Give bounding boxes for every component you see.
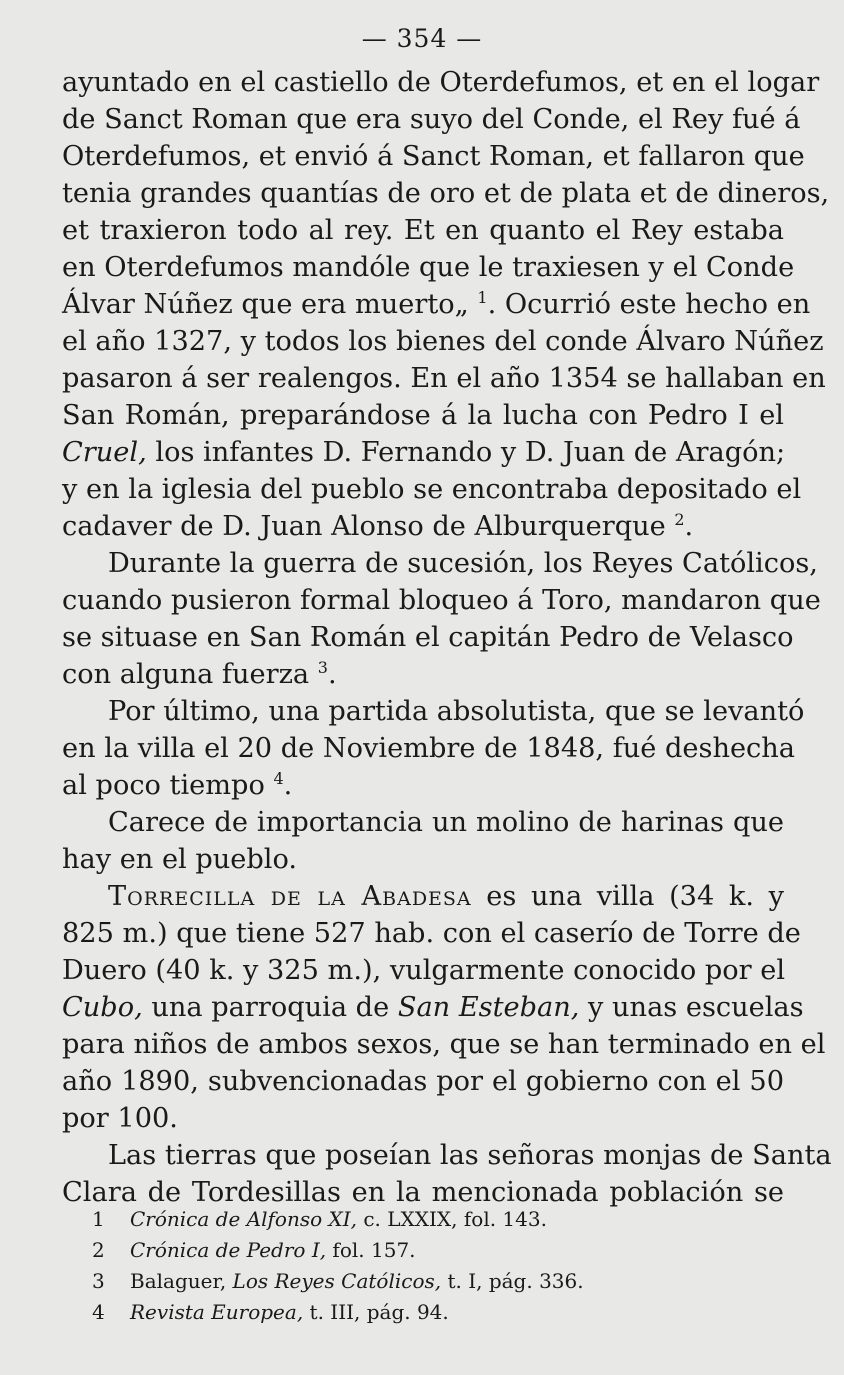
text-line: y en la iglesia del pueblo se encontraba depositado el bbox=[62, 474, 802, 505]
footnotes bbox=[92, 1204, 772, 1328]
text-line: 825 m.) que tiene 527 hab. con el caserío de Torre de bbox=[62, 918, 801, 949]
text-segment: . bbox=[283, 770, 293, 801]
text-line: de Sanct Roman que era suyo del Conde, el Rey fué á bbox=[62, 104, 801, 135]
text-line: hay en el pueblo. bbox=[62, 844, 298, 875]
text-line: por 100. bbox=[62, 1103, 178, 1134]
text-line: ayuntado en el castiello de Oterdefumos, et en el logar bbox=[62, 67, 820, 98]
text-segment: y unas escuelas bbox=[579, 992, 804, 1023]
text-line: en Oterdefumos mandóle que le traxiesen y el Conde bbox=[62, 252, 795, 283]
text-line: et traxieron todo al rey. Et en quanto el Rey estaba bbox=[62, 215, 784, 246]
footnote bbox=[92, 1204, 772, 1235]
text-segment: con alguna fuerza bbox=[62, 659, 318, 690]
text-line bbox=[62, 508, 784, 545]
text-line: Carece de importancia un molino de harinas que bbox=[108, 807, 784, 838]
text-line: tenia grandes quantías de oro et de plata et de dineros, bbox=[62, 178, 830, 209]
footnote-detail: fol. 157. bbox=[326, 1238, 416, 1262]
text-segment: . Ocurrió este hecho en bbox=[487, 289, 811, 320]
footnote-number: 2 bbox=[92, 1238, 105, 1262]
paragraph-absolutist-party bbox=[62, 693, 805, 804]
footnote bbox=[92, 1297, 772, 1328]
italic-text: Cubo, bbox=[62, 992, 143, 1023]
text-segment: es una villa (34 k. y bbox=[471, 881, 784, 912]
text-line: Por último, una partida absolutista, que se levantó bbox=[108, 696, 805, 727]
footnote-detail: t. I, pág. 336. bbox=[441, 1269, 584, 1293]
text-segment: una parroquia de bbox=[142, 992, 398, 1023]
text-line: Clara de Tordesillas en la mencionada población se bbox=[62, 1177, 784, 1208]
text-line: para niños de ambos sexos, que se han terminado en el bbox=[62, 1029, 826, 1060]
text-line: Oterdefumos, et envió á Sanct Roman, et fallaron que bbox=[62, 141, 805, 172]
text-line: Durante la guerra de sucesión, los Reyes Católicos, bbox=[108, 548, 818, 579]
text-line bbox=[62, 286, 811, 323]
footnote-source: Los Reyes Católicos, bbox=[232, 1269, 442, 1293]
footnote-detail: t. III, pág. 94. bbox=[303, 1300, 449, 1324]
text-line bbox=[62, 656, 784, 693]
italic-text: Cruel, bbox=[62, 437, 147, 468]
footnote-source: Crónica de Pedro I, bbox=[130, 1238, 327, 1262]
text-segment: al poco tiempo bbox=[62, 770, 274, 801]
text-line: cuando pusieron formal bloqueo á Toro, mandaron que bbox=[62, 585, 821, 616]
text-line bbox=[62, 989, 804, 1026]
paragraph-quote-continuation bbox=[62, 64, 830, 545]
footnote-number: 1 bbox=[92, 1207, 105, 1231]
footnote-number: 3 bbox=[92, 1269, 105, 1293]
text-segment: . bbox=[684, 511, 694, 542]
footnote-number: 4 bbox=[92, 1300, 105, 1324]
text-segment: los infantes D. Fernando y D. Juan de Aragón; bbox=[146, 437, 786, 468]
footnote-source: Crónica de Alfonso XI, bbox=[130, 1207, 357, 1231]
footnote bbox=[92, 1235, 772, 1266]
text-line bbox=[62, 434, 784, 471]
footnote bbox=[92, 1266, 772, 1297]
text-line: año 1890, subvencionadas por el gobierno con el 50 bbox=[62, 1066, 784, 1097]
footnote-source: Revista Europea, bbox=[130, 1300, 304, 1324]
text-line bbox=[62, 878, 784, 915]
text-line: pasaron á ser realengos. En el año 1354 se hallaban en bbox=[62, 363, 826, 394]
paragraph-succession-war bbox=[62, 545, 821, 693]
text-segment: Álvar Núñez que era muerto„ bbox=[62, 289, 478, 320]
footnote-detail: c. LXXIX, fol. 143. bbox=[356, 1207, 547, 1231]
text-line bbox=[62, 767, 784, 804]
text-line: Duero (40 k. y 325 m.), vulgarmente conocido por el bbox=[62, 955, 786, 986]
footnote-ref: 1 bbox=[477, 288, 488, 307]
body-text bbox=[62, 64, 832, 1211]
text-line: Las tierras que poseían las señoras monjas de Santa bbox=[108, 1140, 832, 1171]
paragraph-torrecilla bbox=[62, 878, 826, 1137]
text-line: en la villa el 20 de Noviembre de 1848, fué deshecha bbox=[62, 733, 796, 764]
footnote-author: Balaguer, bbox=[130, 1269, 233, 1293]
text-line: San Román, preparándose á la lucha con Pedro I el bbox=[62, 400, 784, 431]
footnote-ref: 2 bbox=[674, 510, 685, 529]
text-line: el año 1327, y todos los bienes del conde Álvaro Núñez bbox=[62, 326, 824, 357]
paragraph-mill bbox=[62, 804, 784, 878]
text-segment: cadaver de D. Juan Alonso de Alburquerque bbox=[62, 511, 675, 542]
italic-text: San Esteban, bbox=[397, 992, 580, 1023]
text-line: se situase en San Román el capitán Pedro de Velasco bbox=[62, 622, 794, 653]
page-number: — 354 — bbox=[361, 24, 483, 53]
text-segment: . bbox=[327, 659, 337, 690]
paragraph-nuns-lands bbox=[62, 1137, 832, 1211]
place-name: Torrecilla de la Abadesa bbox=[108, 881, 472, 912]
footnote-ref: 4 bbox=[273, 769, 284, 788]
footnote-ref: 3 bbox=[317, 658, 328, 677]
